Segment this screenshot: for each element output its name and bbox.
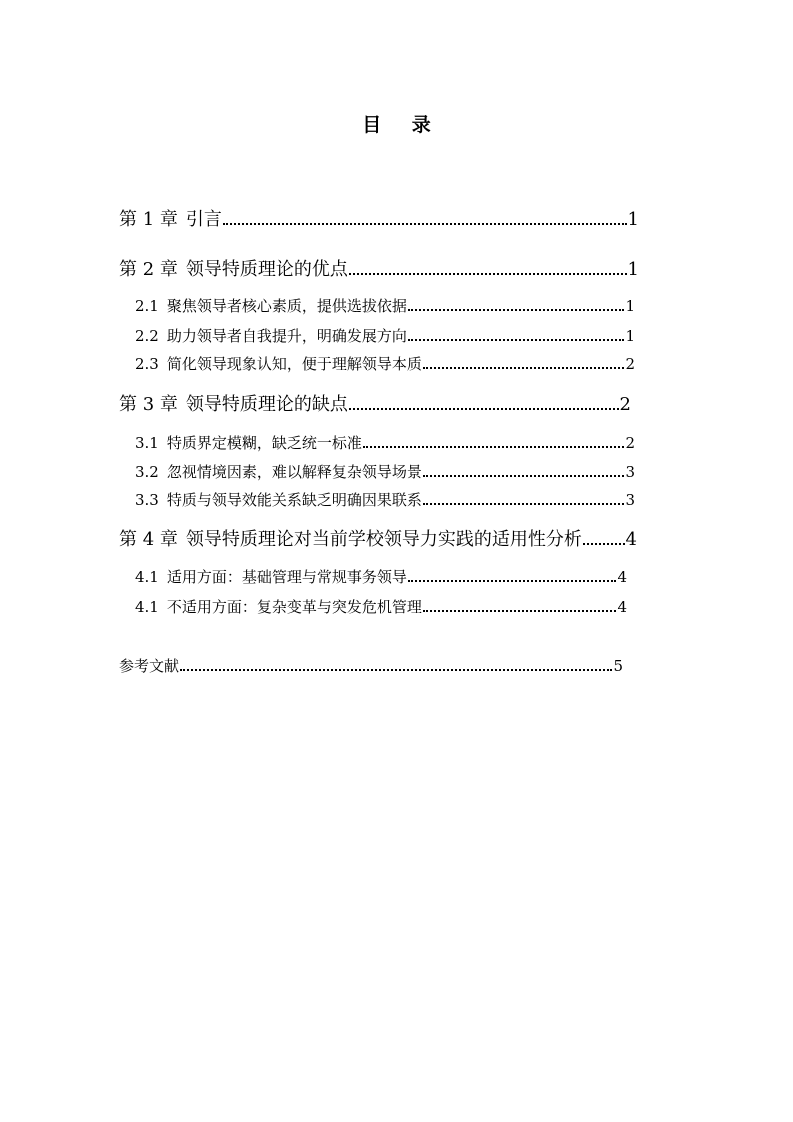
- toc-entry-number: 第 3 章: [119, 394, 178, 415]
- toc-entry-page: 3: [625, 491, 635, 509]
- toc-entry-title: 领导特质理论的缺点: [185, 394, 348, 415]
- toc-entry-page: 1: [627, 259, 639, 280]
- dot-leader: [423, 610, 617, 612]
- toc-entry-title: 领导特质理论的优点: [185, 259, 348, 280]
- dot-leader: [583, 543, 625, 545]
- toc-entry-chapter-1[interactable]: [119, 207, 639, 233]
- dot-leader: [349, 273, 627, 275]
- dot-leader: [180, 669, 612, 671]
- toc-entry-title: 引言: [185, 209, 222, 230]
- toc-entry-section-2-1[interactable]: [135, 295, 635, 317]
- toc-entry-number: 3.3: [135, 491, 159, 509]
- toc-entry-section-3-1[interactable]: [135, 432, 635, 454]
- toc-entry-title: 忽视情境因素，难以解释复杂领导场景: [166, 463, 422, 481]
- dot-leader: [408, 580, 617, 582]
- toc-entry-number: 2.1: [135, 297, 159, 315]
- toc-entry-number: 3.1: [135, 434, 159, 452]
- toc-entry-title: 领导特质理论对当前学校领导力实践的适用性分析: [185, 529, 582, 550]
- toc-entry-number: 第 2 章: [119, 259, 178, 280]
- toc-entry-section-3-3[interactable]: [135, 489, 635, 511]
- toc-entry-page: 4: [617, 568, 627, 586]
- toc-entry-page: 1: [625, 297, 635, 315]
- toc-entry-chapter-2[interactable]: [119, 257, 639, 283]
- toc-entry-title: 适用方面：基础管理与常规事务领导: [166, 568, 407, 586]
- toc-entry-title: 简化领导现象认知，便于理解领导本质: [166, 355, 422, 373]
- toc-entry-page: 5: [613, 657, 623, 675]
- toc-entry-title: 不适用方面：复杂变革与突发危机管理: [166, 598, 422, 616]
- dot-leader: [408, 309, 625, 311]
- toc-entry-page: 1: [627, 209, 639, 230]
- toc-entry-title: 聚焦领导者核心素质，提供选拔依据: [166, 297, 407, 315]
- dot-leader: [423, 367, 625, 369]
- toc-entry-number: 第 1 章: [119, 209, 178, 230]
- toc-entry-number: 2.2: [135, 327, 159, 345]
- dot-leader: [423, 475, 625, 477]
- toc-entry-section-4-1[interactable]: [135, 566, 627, 588]
- toc-entry-number: 3.2: [135, 463, 159, 481]
- toc-entry-number: 4.1: [135, 598, 159, 616]
- toc-entry-page: 2: [625, 434, 635, 452]
- toc-entry-section-3-2[interactable]: [135, 461, 635, 483]
- toc-entry-section-4-2[interactable]: [135, 596, 627, 618]
- toc-entry-page: 3: [625, 463, 635, 481]
- dot-leader: [223, 223, 627, 225]
- toc-entry-title: 特质与领导效能关系缺乏明确因果联系: [166, 491, 422, 509]
- dot-leader: [423, 503, 625, 505]
- toc-entry-title: 参考文献: [119, 657, 180, 675]
- toc-entry-page: 1: [625, 327, 635, 345]
- toc-entry-number: 4.1: [135, 568, 159, 586]
- toc-entry-page: 2: [625, 355, 635, 373]
- toc-title: 目 录: [362, 114, 443, 136]
- toc-entry-section-2-3[interactable]: [135, 353, 635, 375]
- toc-entry-section-2-2[interactable]: [135, 325, 635, 347]
- toc-entry-title: 特质界定模糊，缺乏统一标准: [166, 434, 362, 452]
- toc-entry-title: 助力领导者自我提升，明确发展方向: [166, 327, 407, 345]
- toc-entry-chapter-4[interactable]: [119, 527, 637, 553]
- toc-entry-chapter-3[interactable]: [119, 392, 631, 418]
- toc-entry-references[interactable]: [119, 655, 623, 677]
- toc-entry-page: 4: [625, 529, 637, 550]
- toc-entry-number: 2.3: [135, 355, 159, 373]
- toc-entry-page: 4: [617, 598, 627, 616]
- toc-entry-page: 2: [619, 394, 631, 415]
- dot-leader: [363, 446, 625, 448]
- dot-leader: [408, 339, 625, 341]
- dot-leader: [349, 408, 619, 410]
- toc-entry-number: 第 4 章: [119, 529, 178, 550]
